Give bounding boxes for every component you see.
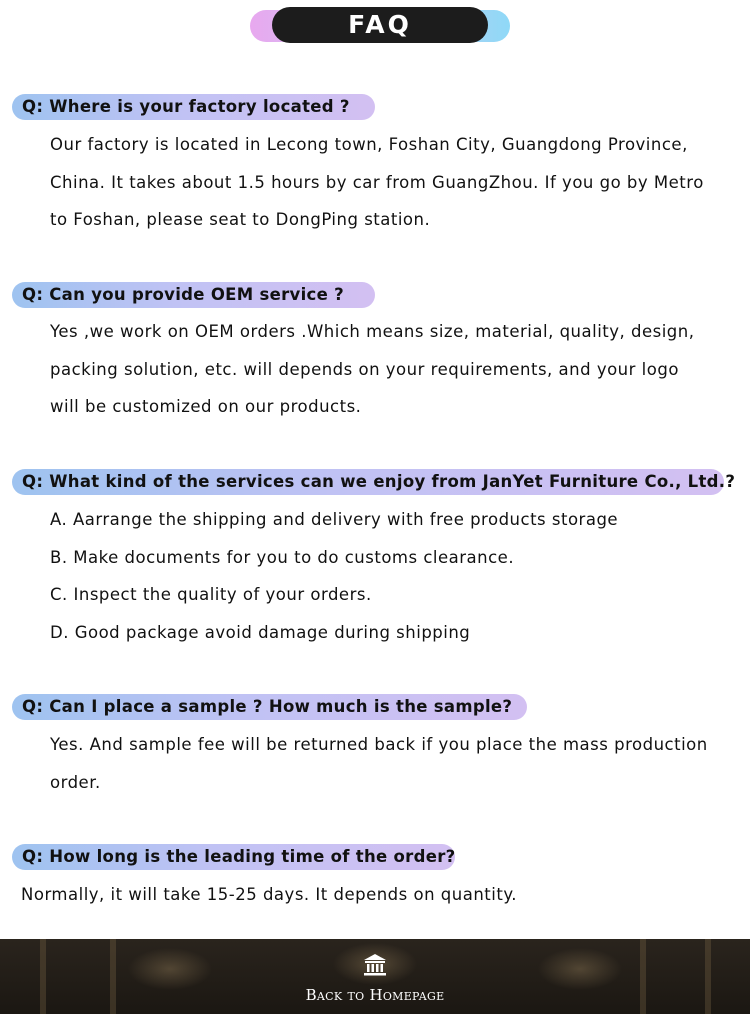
faq-answer <box>50 501 618 651</box>
back-to-homepage-banner[interactable] <box>0 939 750 1014</box>
answer-line: B. Make documents for you to do customs clearance. <box>50 547 515 567</box>
faq-question: Q: How long is the leading time of the order? <box>12 844 455 870</box>
answer-line: Yes. And sample fee will be returned back if you place the mass production <box>50 735 708 754</box>
faq-header <box>250 7 510 43</box>
faq-answer <box>50 313 695 426</box>
faq-answer <box>21 876 517 914</box>
answer-line: order. <box>50 772 101 792</box>
answer-line: A. Aarrange the shipping and delivery with free products storage <box>50 510 619 529</box>
faq-question: Q: What kind of the services can we enjoy from JanYet Furniture Co., Ltd.? <box>12 469 724 495</box>
faq-question: Q: Where is your factory located ? <box>12 94 375 120</box>
answer-line: packing solution, etc. will depends on your requirements, and your logo <box>50 359 679 379</box>
faq-question: Q: Can you provide OEM service ? <box>12 282 375 308</box>
answer-line: China. It takes about 1.5 hours by car from GuangZhou. If you go by Metro <box>50 172 704 192</box>
bank-building-icon[interactable] <box>363 953 387 977</box>
answer-line: to Foshan, please seat to DongPing station. <box>50 210 431 229</box>
answer-line: will be customized on our products. <box>50 397 362 416</box>
answer-line: D. Good package avoid damage during shipping <box>50 622 471 642</box>
back-to-homepage-link[interactable]: Back to Homepage <box>305 986 445 1004</box>
answer-line: Normally, it will take 15-25 days. It depends on quantity. <box>21 885 517 904</box>
answer-line: C. Inspect the quality of your orders. <box>50 585 372 604</box>
page-title: FAQ <box>272 7 488 43</box>
answer-line: Our factory is located in Lecong town, Foshan City, Guangdong Province, <box>50 135 688 154</box>
faq-question: Q: Can I place a sample ? How much is the sample? <box>12 694 527 720</box>
faq-answer <box>50 726 708 801</box>
faq-answer <box>50 126 704 239</box>
answer-line: Yes ,we work on OEM orders .Which means size, material, quality, design, <box>50 322 695 341</box>
